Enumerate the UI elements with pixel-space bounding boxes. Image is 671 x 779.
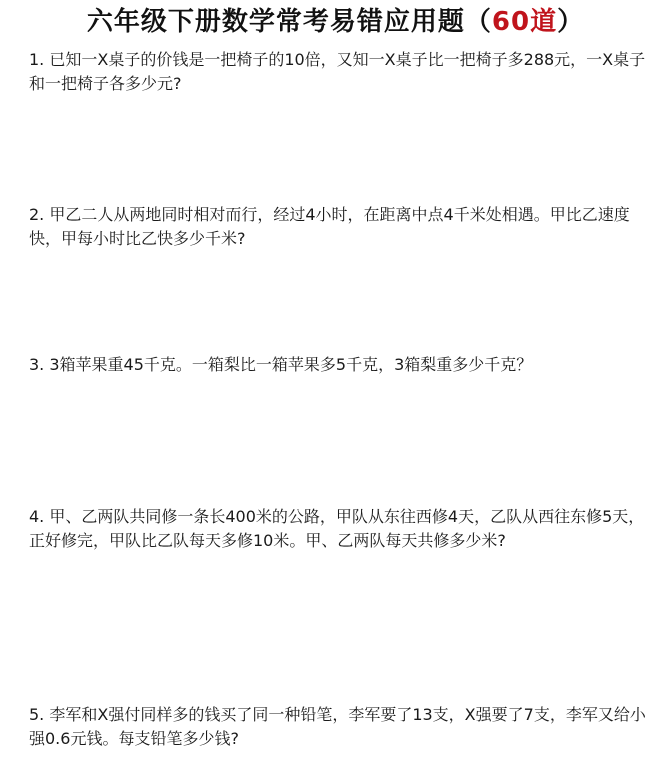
title-paren-open: （ [464,7,492,37]
title-question-count: 60道 [491,7,558,37]
question-2: 2. 甲乙二人从两地同时相对而行，经过4小时，在距离中点4千米处相遇。甲比乙速度快，甲每小时比乙快多少千米? [29,205,630,248]
question-1: 1. 已知一X桌子的价钱是一把椅子的10倍，又知一X桌子比一把椅子多288元，一X桌子和一把椅子各多少元? [29,50,646,93]
title-main: 六年级下册数学常考易错应用题 [86,7,465,37]
question-5: 5. 李军和X强付同样多的钱买了同一种铅笔，李军要了13支，X强要了7支，李军又给小强0.6元钱。每支铅笔多少钱? [29,705,646,748]
page-title [0,4,671,40]
question-4: 4. 甲、乙两队共同修一条长400米的公路，甲队从东往西修4天，乙队从西往东修5天，正好修完，甲队比乙队每天多修10米。甲、乙两队每天共修多少米? [29,507,645,550]
question-3: 3. 3箱苹果重45千克。一箱梨比一箱苹果多5千克，3箱梨重多少千克？ [29,355,533,374]
title-paren-close: ） [557,7,585,37]
